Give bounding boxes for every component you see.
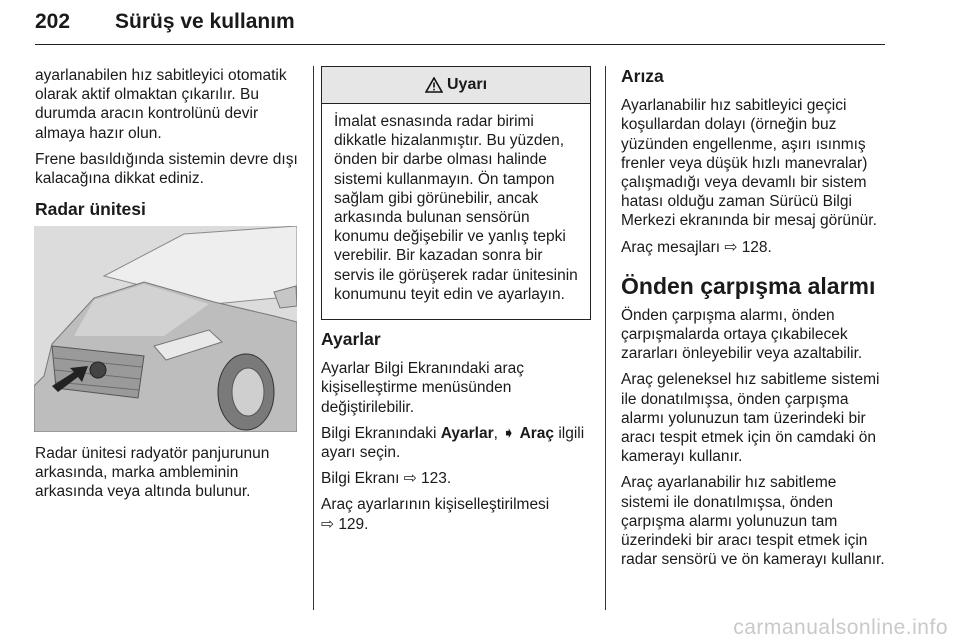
paragraph: Araç ayarlanabilir hız sabitleme sistemi ile donatılmışsa, önden çarpışma alarmı yolunuzun tam üzerindeki bir aracı tespit etmek için radar sensörü ve ön kamerayı kullanır. bbox=[621, 474, 885, 569]
figure-caption-block bbox=[35, 444, 300, 509]
page-ref-arrow-icon: ⇨ bbox=[724, 238, 738, 256]
figure-caption: Radar ünitesi radyatör panjurunun arkasında, marka ambleminin arkasında veya altında bulunur. bbox=[35, 445, 270, 501]
column-right bbox=[621, 55, 887, 576]
section-heading: Ayarlar bbox=[321, 329, 381, 349]
watermark: carmanualsonline.info bbox=[733, 616, 948, 639]
chapter-title: Sürüş ve kullanım bbox=[115, 10, 295, 33]
warning-title: Uyarı bbox=[446, 76, 488, 93]
column-divider-right bbox=[605, 66, 606, 610]
menu-arac: Araç bbox=[519, 424, 555, 442]
cross-reference: Araç ayarlarının kişiselleştirilmesi ⇨ 129. bbox=[321, 496, 550, 533]
warning-box bbox=[321, 66, 591, 320]
paragraph-menu-path: Bilgi Ekranındaki Ayarlar, ➧ Araç ilgili ayarı seçin. bbox=[321, 424, 585, 462]
page-ref: 129. bbox=[338, 515, 369, 533]
cross-reference: Bilgi Ekranı ⇨ 123. bbox=[321, 470, 452, 488]
radar-unit-illustration bbox=[34, 226, 297, 432]
cross-reference: Araç mesajları ⇨ 128. bbox=[621, 238, 772, 256]
paragraph: Ayarlanabilir hız sabitleyici geçici koşullardan dolayı (örneğin buz yüzünden engellenme, aşırı ısınmış frenler veya düşük hızlı manevralar) çalışmadığı veya devamlı bir sistem hatası olduğu zaman Sürücü Bilgi Merkezi ekranında bir mesaj görünür. bbox=[621, 97, 877, 230]
paragraph: Önden çarpışma alarmı, önden çarpışmalarda ortaya çıkabilecek zararları önleyebilir veya azaltabilir. bbox=[621, 306, 863, 363]
warning-icon bbox=[425, 77, 443, 93]
menu-ayarlar: Ayarlar bbox=[440, 424, 494, 442]
paragraph: Araç geleneksel hız sabitleme sistemi ile donatılmışsa, önden çarpışma alarmı yolunuzun tam üzerindeki bir aracı tespit etmek için ön camdaki ön kamerayı kullanır. bbox=[621, 371, 880, 466]
paragraph: Ayarlar Bilgi Ekranındaki araç kişiselleştirme menüsünden değiştirilebilir. bbox=[321, 360, 525, 416]
paragraph: Frene basıldığında sistemin devre dışı kalacağına dikkat ediniz. bbox=[35, 150, 298, 188]
page-ref-arrow-icon: ⇨ bbox=[321, 515, 334, 533]
page-ref: 123. bbox=[421, 470, 452, 488]
page-header bbox=[35, 6, 885, 45]
car-front-image bbox=[34, 226, 297, 432]
column-left bbox=[35, 66, 300, 229]
warning-text: İmalat esnasında radar birimi dikkatle hizalanmıştır. Bu yüzden, önden bir darbe olması halinde sistemi kullanmayın. Ön tampon sağlam gibi görünebilir, ancak arkasında bulunan sensörün konumu değişebilir ve yanlış tepki verebilir. Bir kazadan sonra bir servis ile görüşerek radar ünitesinin konumunu teyit edin ve ayarlayın. bbox=[334, 113, 578, 303]
page-ref: 128. bbox=[741, 238, 772, 256]
page-number: 202 bbox=[35, 10, 71, 33]
warning-header bbox=[322, 67, 590, 104]
submenu-arrow-icon: ➧ bbox=[502, 424, 516, 442]
page-ref-arrow-icon: ⇨ bbox=[403, 470, 417, 488]
section-heading: Arıza bbox=[621, 66, 664, 86]
section-heading-large: Önden çarpışma alarmı bbox=[621, 272, 876, 299]
section-heading: Radar ünitesi bbox=[35, 199, 146, 220]
paragraph: ayarlanabilen hız sabitleyici otomatik olarak aktif olmaktan çıkarılır. Bu durumda aracın kontrolünü devir almaya hazır olun. bbox=[35, 67, 287, 142]
column-divider-left bbox=[313, 66, 314, 610]
column-middle bbox=[321, 318, 591, 541]
